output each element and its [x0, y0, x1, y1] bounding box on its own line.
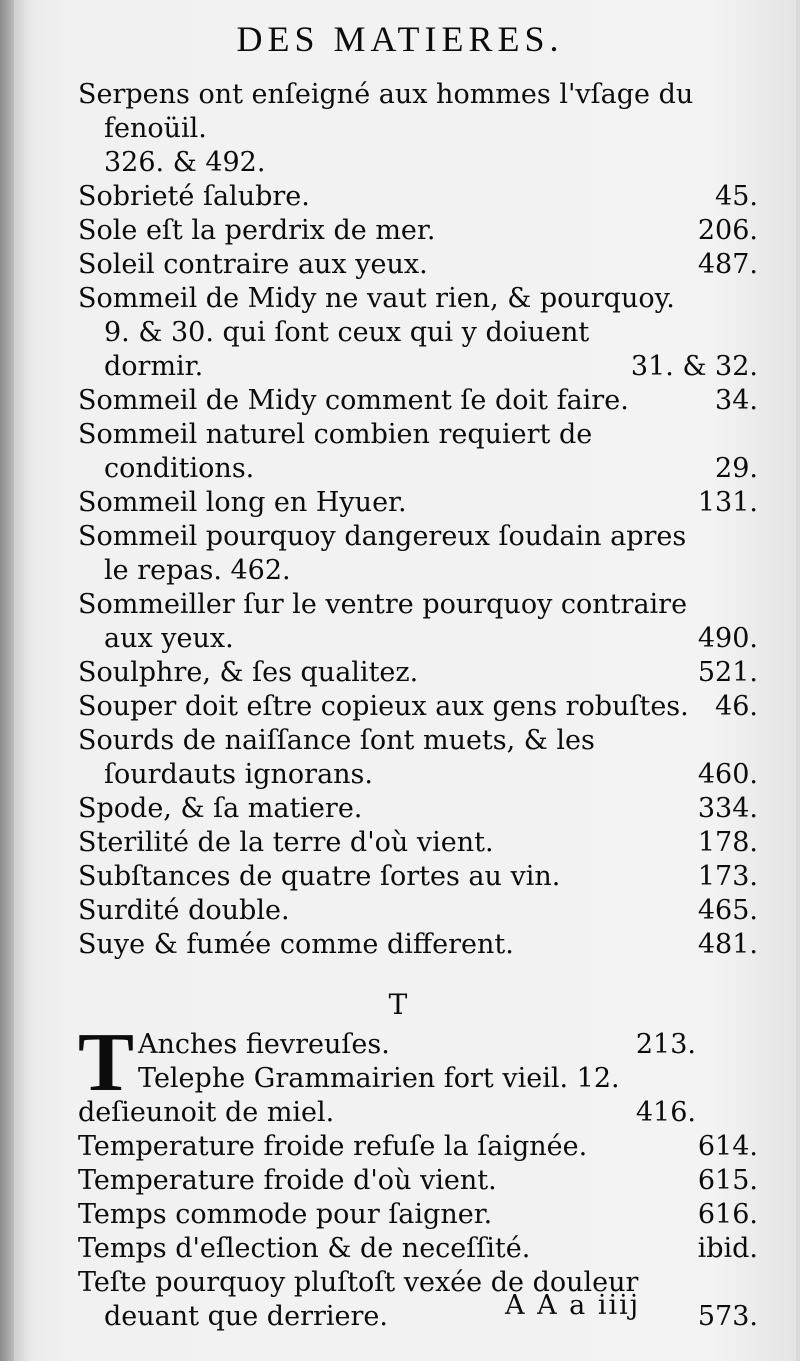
entry-page: 490. — [697, 623, 758, 654]
entry-page: 416. — [635, 1097, 696, 1128]
entry-text: Suye & fumée comme different. — [78, 929, 514, 960]
entry-page: 206. — [697, 215, 758, 246]
entry-text: Subſtances de quatre ſortes au vin. — [78, 861, 561, 892]
drop-cap-letter: T — [78, 1016, 135, 1109]
index-entry — [78, 214, 758, 248]
entry-text: Sommeil de Midy comment ſe doit faire. — [78, 385, 629, 416]
index-entry — [78, 928, 758, 962]
index-entry — [78, 1198, 758, 1232]
index-entry — [78, 1130, 758, 1164]
index-entry — [78, 418, 758, 486]
entry-page: 178. — [697, 827, 758, 858]
entry-text: Temperature froide refuſe la ſaignée. — [78, 1131, 588, 1162]
section-letter: T — [388, 988, 408, 1021]
index-list — [78, 78, 758, 1334]
entry-page: 487. — [697, 249, 758, 280]
entry-page: 615. — [697, 1165, 758, 1196]
entry-page: 45. — [715, 181, 758, 212]
index-entry — [78, 588, 758, 656]
index-entry — [78, 486, 758, 520]
index-entry — [78, 520, 758, 588]
index-entry — [78, 792, 758, 826]
entry-text: Temps d'eſlection & de neceſſité. — [78, 1233, 531, 1264]
index-entry — [78, 1266, 758, 1334]
signature-mark: A A a iiij — [505, 1290, 641, 1321]
entry-text: Temps commode pour ſaigner. — [78, 1199, 493, 1230]
entry-page: 31. & 32. — [630, 351, 758, 382]
index-entry — [78, 384, 758, 418]
entry-page: 481. — [697, 929, 758, 960]
entry-text: Anches fievreuſes. — [138, 1029, 390, 1060]
entry-text: Sourds de naiſſance ſont muets, & les ſourdauts ignorans. — [78, 725, 595, 790]
entry-page: 173. — [697, 861, 758, 892]
binding-gutter — [0, 0, 14, 1361]
entry-page: ibid. — [697, 1233, 758, 1264]
index-entry — [78, 78, 758, 180]
entry-text: Soulphre, & ſes qualitez. — [78, 657, 419, 688]
entry-text: Serpens ont enſeigné aux hommes l'vſage du fenoüil. — [78, 79, 694, 144]
entry-text: Spode, & ſa matiere. — [78, 793, 363, 824]
entry-page: 614. — [697, 1131, 758, 1162]
entry-text: Sommeil long en Hyuer. — [78, 487, 407, 518]
entry-text: Sommeil naturel combien requiert de conditions. — [78, 419, 593, 484]
index-entry — [78, 894, 758, 928]
index-entry — [78, 1232, 758, 1266]
entry-page: 29. — [715, 453, 758, 484]
entry-page: 616. — [697, 1199, 758, 1230]
entry-text: Soleil contraire aux yeux. — [78, 249, 428, 280]
index-entry — [78, 180, 758, 214]
entry-page: 46. — [715, 691, 758, 722]
index-entry — [78, 1028, 696, 1062]
entry-page: 131. — [697, 487, 758, 518]
entry-text: Sommeiller ſur le ventre pourquoy contraire aux yeux. — [78, 589, 688, 654]
index-entry — [78, 1062, 696, 1130]
index-entry — [78, 826, 758, 860]
entry-text: Surdité double. — [78, 895, 290, 926]
entry-text: Sommeil pourquoy dangereux ſoudain apres le repas. 462. — [78, 521, 687, 586]
entry-text: Sterilité de la terre d'où vient. — [78, 827, 494, 858]
page-header: DES MATIERES. — [236, 19, 564, 59]
entry-page: 573. — [697, 1301, 758, 1332]
index-entry — [78, 724, 758, 792]
entry-page: 460. — [697, 759, 758, 790]
dropcap-entry — [78, 1016, 758, 1130]
entry-page: 334. — [697, 793, 758, 824]
index-entry — [78, 860, 758, 894]
index-entry — [78, 656, 758, 690]
index-entry — [78, 690, 758, 724]
entry-page: 521. — [697, 657, 758, 688]
entry-text: Sobrieté ſalubre. — [78, 181, 310, 212]
entry-page: 34. — [715, 385, 758, 416]
entry-continuation: 326. & 492. — [104, 147, 266, 178]
entry-text: Sole eſt la perdrix de mer. — [78, 215, 436, 246]
entry-page: 465. — [697, 895, 758, 926]
index-entry — [78, 248, 758, 282]
index-entry — [78, 1164, 758, 1198]
entry-text: Telephe Grammairien fort vieil. 12. deſieunoit de miel. — [78, 1063, 620, 1128]
entry-text: Sommeil de Midy ne vaut rien, & pourquoy. 9. & 30. qui ſont ceux qui y doiuent dormir. — [78, 283, 675, 382]
entry-text: Temperature froide d'où vient. — [78, 1165, 497, 1196]
entry-text: Teſte pourquoy pluſtoſt vexée de douleur deuant que derriere. — [78, 1267, 639, 1332]
index-entry — [78, 282, 758, 384]
entry-text: Souper doit eſtre copieux aux gens robuſtes. — [78, 691, 689, 722]
entry-page: 213. — [635, 1029, 696, 1060]
